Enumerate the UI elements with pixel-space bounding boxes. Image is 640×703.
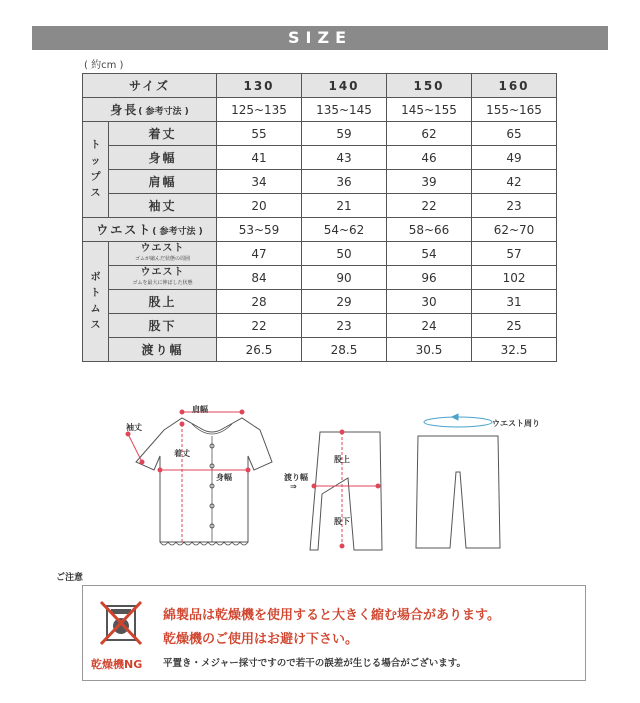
table-cell: 24 [387, 314, 472, 338]
tops-char: ス [90, 187, 101, 199]
table-row-tops-width [83, 146, 557, 170]
size-header-cell: 130 [217, 74, 302, 98]
notice-title: ご注意 [56, 573, 84, 583]
table-cell: 84 [217, 266, 302, 290]
table-cell: 47 [217, 242, 302, 266]
table-row-bottoms-waist-stretched [83, 266, 557, 290]
table-cell: 30.5 [387, 338, 472, 362]
table-cell: 59 [302, 122, 387, 146]
table-cell: 57 [472, 242, 557, 266]
table-cell: 22 [217, 314, 302, 338]
table-cell: 31 [472, 290, 557, 314]
table-row-bottoms-rise [83, 290, 557, 314]
height-label-text: 身長 [110, 103, 139, 117]
table-cell: 53~59 [217, 218, 302, 242]
table-cell: 23 [472, 194, 557, 218]
waist-label-suffix: ( 参考寸法 ) [152, 227, 203, 237]
tops-char: プ [90, 171, 101, 183]
row-label [109, 242, 217, 266]
table-cell: 20 [217, 194, 302, 218]
sleeve-label: 袖丈 [126, 423, 142, 432]
table-cell: 26.5 [217, 338, 302, 362]
height-label-suffix: ( 参考寸法 ) [138, 107, 189, 117]
length-label: 着丈 [174, 449, 190, 458]
size-header-cell: 150 [387, 74, 472, 98]
top-garment-drawing [136, 418, 272, 545]
tops-char: ッ [90, 155, 101, 167]
size-header-cell: 140 [302, 74, 387, 98]
table-cell: 58~66 [387, 218, 472, 242]
waist-label-text: ウエスト [96, 223, 153, 237]
size-banner: SIZE [32, 26, 608, 50]
table-cell: 39 [387, 170, 472, 194]
row-label: 渡り幅 [109, 338, 217, 362]
body-width-label: 身幅 [216, 473, 232, 482]
table-row-tops-shoulder [83, 170, 557, 194]
waist-ellipse [424, 414, 492, 427]
table-cell: 28.5 [302, 338, 387, 362]
row-label: 袖丈 [109, 194, 217, 218]
table-cell: 62~70 [472, 218, 557, 242]
dryer-ng-icon [97, 598, 145, 648]
pants-side-drawing [310, 432, 382, 550]
height-label [83, 98, 217, 122]
size-table [82, 73, 557, 362]
table-cell: 29 [302, 290, 387, 314]
table-row-bottoms-waist-relaxed [83, 242, 557, 266]
table-cell: 43 [302, 146, 387, 170]
thigh-arrow-icon: ⇒ [290, 482, 297, 491]
row-label-main: ウエスト [140, 242, 185, 254]
bottoms-char: ス [90, 319, 101, 331]
notice-box [82, 585, 586, 681]
table-cell: 41 [217, 146, 302, 170]
warning-line-1: 綿製品は乾燥機を使用すると大きく縮む場合があります。 [163, 608, 500, 623]
inseam-label: 股下 [334, 517, 350, 526]
table-cell: 54~62 [302, 218, 387, 242]
table-cell: 50 [302, 242, 387, 266]
table-cell: 21 [302, 194, 387, 218]
table-cell: 62 [387, 122, 472, 146]
tops-group-label [83, 122, 109, 218]
table-cell: 65 [472, 122, 557, 146]
unit-note: ( 約cm ) [84, 60, 124, 71]
table-cell: 34 [217, 170, 302, 194]
table-cell: 54 [387, 242, 472, 266]
measurement-diagram [120, 400, 580, 560]
bottoms-char: ト [90, 287, 101, 299]
table-cell: 145~155 [387, 98, 472, 122]
table-cell: 125~135 [217, 98, 302, 122]
table-cell: 155~165 [472, 98, 557, 122]
row-label: 着丈 [109, 122, 217, 146]
row-label: 股上 [109, 290, 217, 314]
table-cell: 32.5 [472, 338, 557, 362]
table-row-bottoms-inseam [83, 314, 557, 338]
table-cell: 25 [472, 314, 557, 338]
table-cell: 42 [472, 170, 557, 194]
row-label [109, 266, 217, 290]
table-cell: 102 [472, 266, 557, 290]
table-cell: 22 [387, 194, 472, 218]
row-label-sub: ゴムを最大に伸ばした状態 [132, 279, 193, 286]
table-cell: 49 [472, 146, 557, 170]
waist-around-label: ウエスト周り [492, 419, 540, 428]
table-row-height [83, 98, 557, 122]
row-label: 身幅 [109, 146, 217, 170]
table-row-bottoms-thigh [83, 338, 557, 362]
table-row-tops-length [83, 122, 557, 146]
table-cell: 135~145 [302, 98, 387, 122]
row-label-sub: ゴムが縮んだ状態の周囲 [135, 255, 191, 262]
table-row-tops-sleeve [83, 194, 557, 218]
row-label-main: ウエスト [140, 266, 185, 278]
bottoms-char: ボ [90, 271, 101, 283]
thigh-label: 渡り幅 [284, 473, 308, 482]
table-cell: 55 [217, 122, 302, 146]
row-label: 股下 [109, 314, 217, 338]
size-header-cell: 160 [472, 74, 557, 98]
table-cell: 23 [302, 314, 387, 338]
dryer-ng-label: 乾燥機NG [91, 658, 143, 671]
table-cell: 96 [387, 266, 472, 290]
warning-line-3: 平置き・メジャー採寸ですので若干の誤差が生じる場合がございます。 [163, 658, 467, 669]
table-cell: 28 [217, 290, 302, 314]
table-row-waist [83, 218, 557, 242]
table-cell: 36 [302, 170, 387, 194]
table-row-header [83, 74, 557, 98]
bottoms-char: ム [90, 303, 101, 315]
tops-char: ト [90, 139, 101, 151]
warning-line-2: 乾燥機のご使用はお避け下さい。 [163, 632, 359, 647]
pants-front-drawing [416, 436, 500, 548]
size-header-label: サイズ [83, 74, 217, 98]
rise-label: 股上 [334, 455, 350, 464]
pants-measure-lines [312, 430, 380, 548]
row-label: 肩幅 [109, 170, 217, 194]
waist-label [83, 218, 217, 242]
bottoms-group-label [83, 242, 109, 362]
table-cell: 30 [387, 290, 472, 314]
table-cell: 90 [302, 266, 387, 290]
table-cell: 46 [387, 146, 472, 170]
shoulder-label: 肩幅 [192, 405, 208, 414]
